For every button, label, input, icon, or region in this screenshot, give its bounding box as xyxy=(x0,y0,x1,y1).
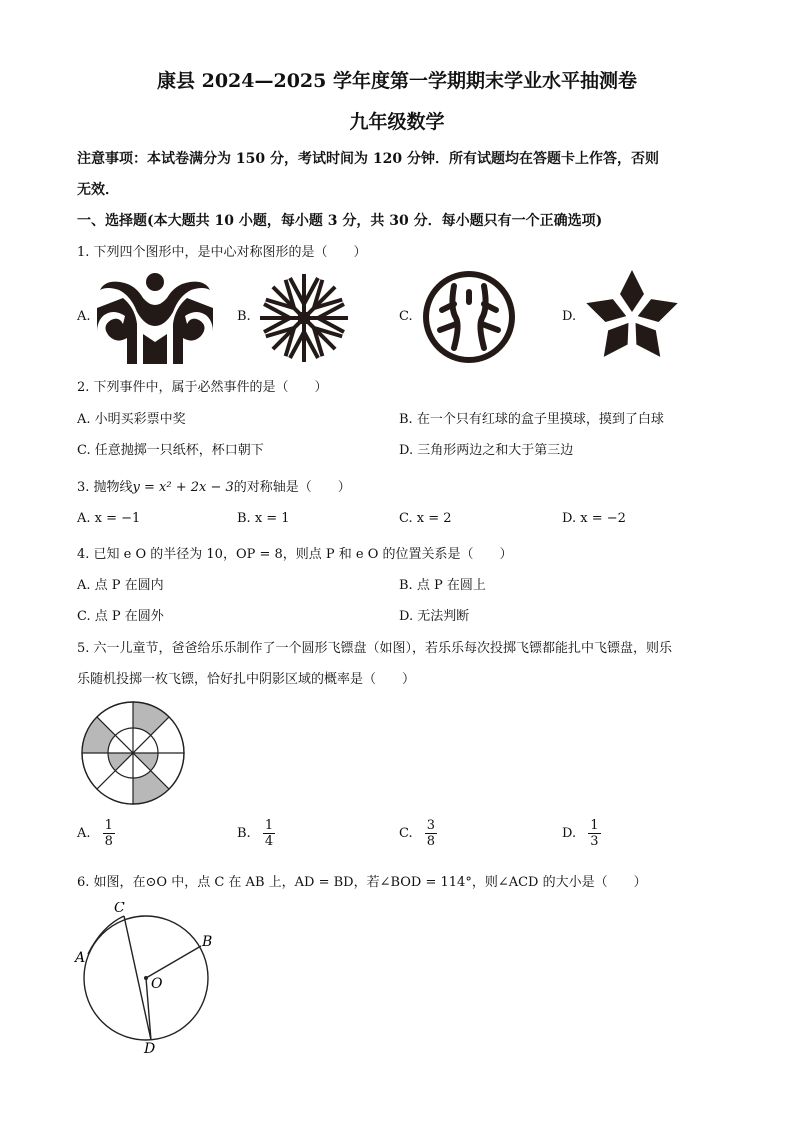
fraction-denominator: 8 xyxy=(426,834,436,849)
q1-figure-c-seal xyxy=(420,268,518,366)
point-label-b: B xyxy=(202,934,213,950)
q2-option-c: C. 任意抛掷一只纸杯，杯口朝下 xyxy=(77,443,264,458)
q5-option-c-fraction xyxy=(425,818,437,849)
q5-option-a-label: A. xyxy=(77,826,91,841)
exam-subtitle: 九年级数学 xyxy=(349,111,445,133)
q5-option-d-label: D. xyxy=(562,826,577,841)
q4-stem: 4. 已知 e O 的半径为 10，OP = 8，则点 P 和 e O 的位置关系是（ ） xyxy=(77,547,513,562)
fraction-denominator: 4 xyxy=(264,834,274,849)
q2-option-a: A. 小明买彩票中奖 xyxy=(77,412,186,427)
q3-option-c: C. x = 2 xyxy=(399,511,452,526)
q4-option-a: A. 点 P 在圆内 xyxy=(77,578,164,593)
q3-stem-post: 的对称轴是（ ） xyxy=(233,480,351,495)
q3-option-d: D. x = −2 xyxy=(562,511,626,526)
q5-option-d-fraction xyxy=(588,818,600,849)
fraction-numerator: 3 xyxy=(426,818,436,833)
q1-figure-a-emblem xyxy=(95,268,215,364)
q6-circle-figure xyxy=(74,902,224,1056)
q6-stem: 6. 如图，在⊙O 中，点 C 在 AB 上，AD = BD，若∠BOD = 114°，则∠ACD 的大小是（ ） xyxy=(77,875,647,890)
section-heading: 一、选择题(本大题共 10 小题，每小题 3 分，共 30 分．每小题只有一个正确选项) xyxy=(77,213,603,229)
q1-label-d: D. xyxy=(562,309,577,324)
q5-stem-line-2: 乐随机投掷一枚飞镖，恰好扎中阴影区域的概率是（ ） xyxy=(77,672,416,687)
q5-dartboard-figure xyxy=(80,700,186,806)
q5-stem-line-1: 5. 六一儿童节，爸爸给乐乐制作了一个圆形飞镖盘（如图），若乐乐每次投掷飞镖都能扎中飞镖盘，则乐 xyxy=(77,641,673,656)
q4-option-d: D. 无法判断 xyxy=(399,609,470,624)
q2-stem: 2. 下列事件中，属于必然事件的是（ ） xyxy=(77,380,328,395)
q5-option-b-label: B. xyxy=(237,826,251,841)
q3-option-a: A. x = −1 xyxy=(77,511,141,526)
point-label-o: O xyxy=(151,976,163,992)
point-label-c: C xyxy=(114,902,125,916)
q1-stem: 1. 下列四个图形中，是中心对称图形的是（ ） xyxy=(77,245,367,260)
q2-option-d: D. 三角形两边之和大于第三边 xyxy=(399,443,574,458)
fraction-numerator: 1 xyxy=(104,818,113,833)
notice-line-2: 无效． xyxy=(77,182,119,198)
fraction-denominator: 8 xyxy=(104,834,113,849)
fraction-numerator: 1 xyxy=(264,818,274,833)
q2-option-b: B. 在一个只有红球的盒子里摸球，摸到了白球 xyxy=(399,412,664,427)
q5-option-c xyxy=(399,818,437,849)
q3-equation: y = x² + 2x − 3 xyxy=(132,480,234,495)
exam-title: 康县 2024—2025 学年度第一学期期末学业水平抽测卷 xyxy=(157,70,637,92)
q3-stem xyxy=(77,476,351,495)
fraction-denominator: 3 xyxy=(590,834,599,849)
q3-option-b: B. x = 1 xyxy=(237,511,290,526)
q5-option-b xyxy=(237,818,275,849)
q3-stem-pre: 3. 抛物线 xyxy=(77,480,133,495)
notice-line-1: 注意事项：本试卷满分为 150 分，考试时间为 120 分钟．所有试题均在答题卡上作答，否则 xyxy=(77,151,659,167)
q4-option-b: B. 点 P 在圆上 xyxy=(399,578,486,593)
q5-option-a-fraction xyxy=(103,818,115,849)
fraction-numerator: 1 xyxy=(590,818,599,833)
q1-figure-b-star xyxy=(256,270,352,366)
q1-label-a: A. xyxy=(77,309,91,324)
q1-figure-d-pentaflower xyxy=(582,268,682,364)
point-label-d: D xyxy=(144,1041,156,1056)
q5-option-d xyxy=(562,818,601,849)
q5-option-c-label: C. xyxy=(399,826,413,841)
q1-label-b: B. xyxy=(237,309,251,324)
q5-option-a xyxy=(77,818,115,849)
point-label-a: A xyxy=(75,950,86,966)
q1-label-c: C. xyxy=(399,309,413,324)
q4-option-c: C. 点 P 在圆外 xyxy=(77,609,164,624)
q5-option-b-fraction xyxy=(263,818,275,849)
